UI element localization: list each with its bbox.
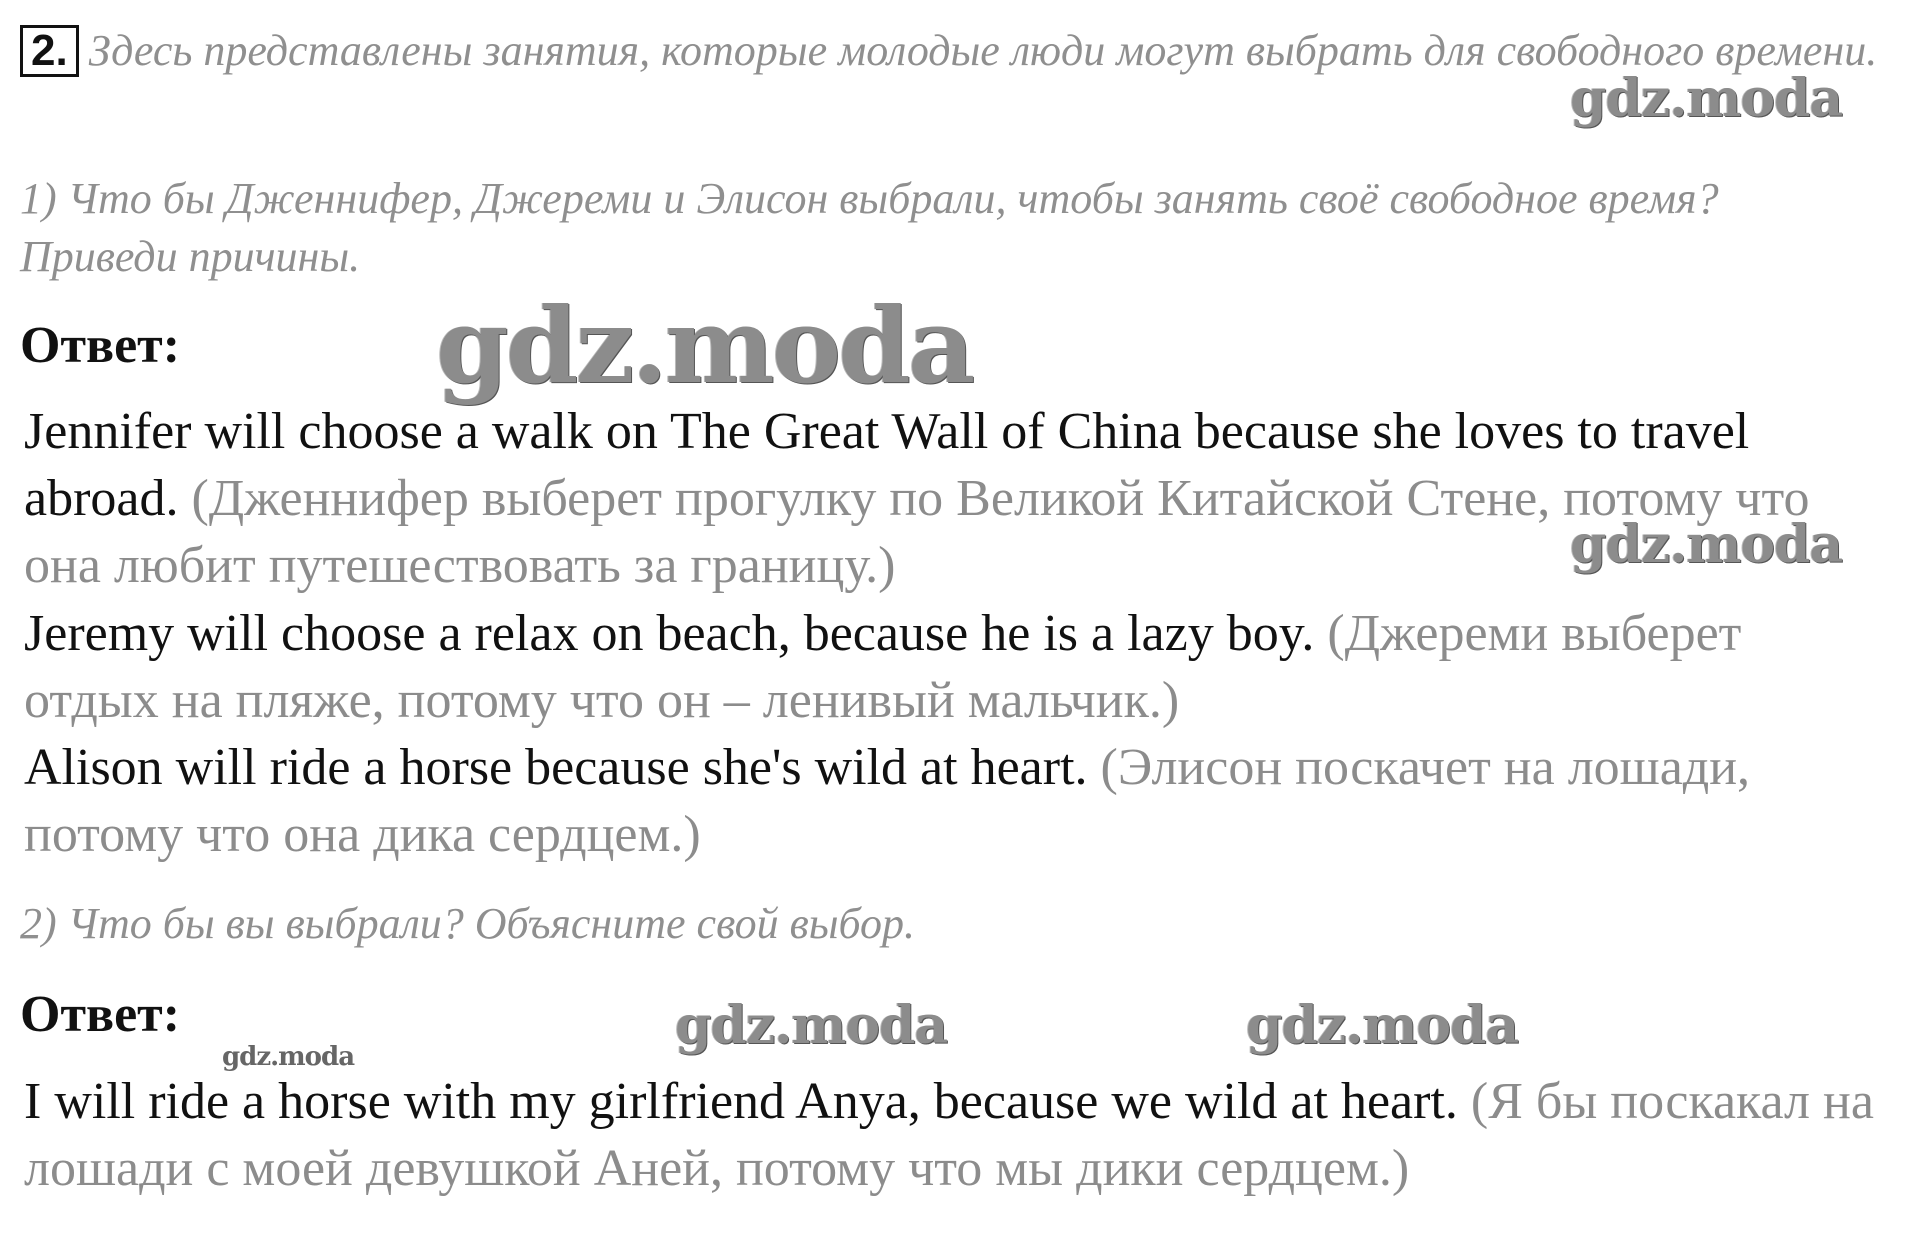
watermark-logo: gdz.moda	[1246, 995, 1519, 1056]
watermark-logo: gdz.moda	[1570, 514, 1843, 575]
answer-label-2: Ответ:	[20, 986, 181, 1043]
watermark-logo: gdz.moda	[675, 995, 948, 1056]
task-number: 2.	[20, 25, 79, 77]
question-1: 1) Что бы Дженнифер, Джереми и Элисон выбрали, чтобы занять своё свободное время? Приведи причины.	[20, 174, 1719, 281]
answer-3	[24, 734, 1885, 868]
answer-alison-ru: (Элисон поскачет на лошади, потому что она дика сердцем.)	[24, 739, 1751, 863]
watermark-logo: gdz.moda	[222, 1042, 355, 1072]
answer-jennifer-ru: (Дженнифер выберет прогулку по Великой Китайской Стене, потому что она любит путешествовать за границу.)	[24, 470, 1810, 594]
watermark-logo: gdz.moda	[436, 284, 973, 407]
answer-2	[24, 600, 1885, 734]
answer-jeremy-en: Jeremy will choose a relax on beach, because he is a lazy boy.	[24, 605, 1315, 662]
answer-jeremy-ru: (Джереми выберет отдых на пляже, потому что он – ленивый мальчик.)	[24, 605, 1742, 729]
question-2: 2) Что бы вы выбрали? Объясните свой выбор.	[20, 899, 916, 948]
answer-own-ru: (Я бы поскакал на лошади с моей девушкой Аней, потому что мы дики сердцем.)	[24, 1073, 1874, 1197]
answer-alison-en: Alison will ride a horse because she's wild at heart.	[24, 739, 1088, 796]
answer-label-1: Ответ:	[20, 317, 181, 374]
answer-jennifer-en: Jennifer will choose a walk on The Great Wall of China because she loves to travel abroad.	[24, 403, 1750, 527]
answer-own-en: I will ride a horse with my girlfriend Anya, because we wild at heart.	[24, 1073, 1458, 1130]
task-instruction-text: Здесь представлены занятия, которые молодые люди могут выбрать для свободного времени.	[88, 26, 1878, 75]
answer-own	[24, 1068, 1885, 1202]
watermark-logo: gdz.moda	[1570, 68, 1843, 129]
